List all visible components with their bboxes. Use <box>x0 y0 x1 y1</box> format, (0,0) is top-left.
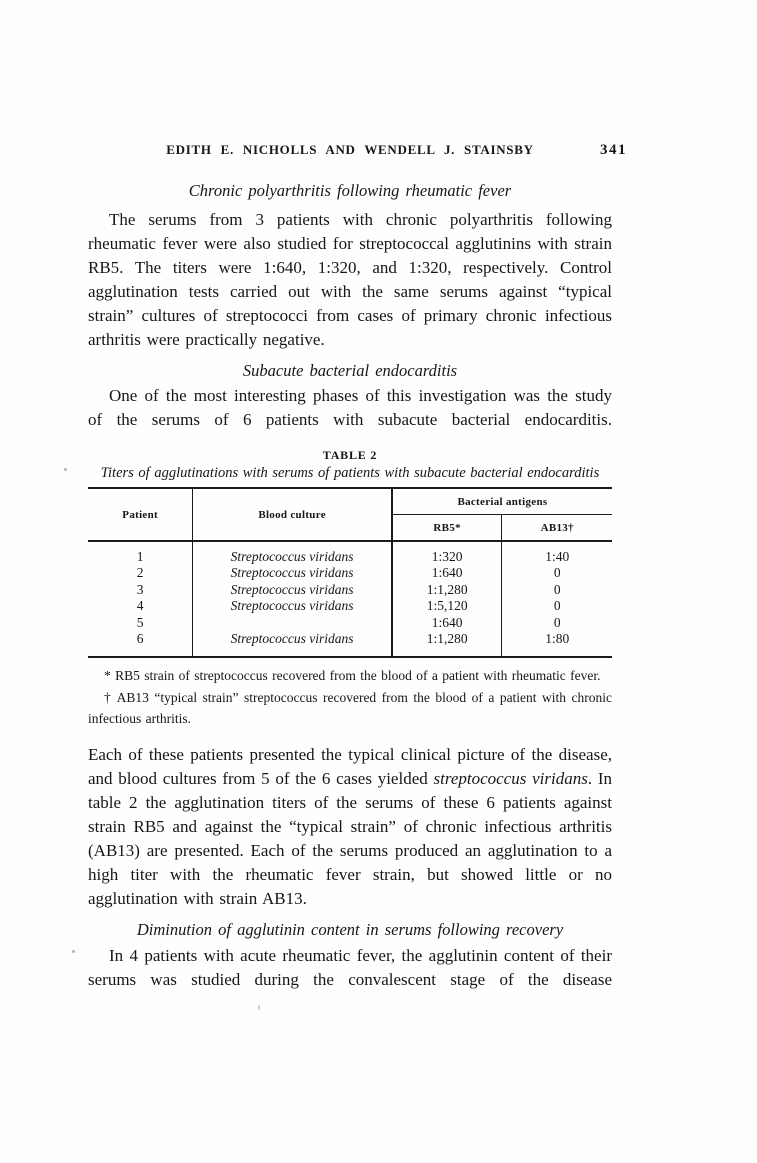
blood-culture-cell: Streptococcus viridans <box>193 582 392 598</box>
paragraph-diminution: In 4 patients with acute rheumatic fever, the agglutinin content of their serums was studied during the convalescent stage of the disease <box>88 945 612 989</box>
paragraph-chronic-polyarthritis: The serums from 3 patients with chronic polyarthritis following rheumatic fever were also studied for streptococcal agglutinins with strain RB5. The titers were 1:640, 1:320, and 1:320, respectively. Control agglutination tests carried out with the same serums against “typical strain” cultures of streptococci from cases of primary chronic infectious arthritis were practically negative. <box>88 210 612 349</box>
section-heading-diminution: Diminution of agglutinin content in serums following recovery <box>136 919 564 939</box>
column-header-patient: Patient <box>122 508 158 521</box>
patient-cell: 5 <box>136 614 144 630</box>
ab13-titer-cell: 1:40 <box>502 541 612 565</box>
section-heading-subacute-endocarditis: Subacute bacterial endocarditis <box>242 361 458 380</box>
rb5-titer-cell: 1:320 <box>392 541 502 565</box>
column-header-ab13: AB13† <box>502 515 612 542</box>
running-head-authors: EDITH E. NICHOLLS AND WENDELL J. STAINSBY <box>166 142 534 157</box>
table-row <box>88 541 612 565</box>
ab13-titer-cell: 0 <box>502 582 612 598</box>
paragraph-subacute-endocarditis: One of the most interesting phases of this investigation was the study of the serums of 6 patients with subacute bacterial endocarditis. <box>88 386 612 429</box>
table-footnotes <box>88 665 612 730</box>
scan-artifact <box>64 468 67 471</box>
patient-cell: 4 <box>136 598 144 614</box>
section-heading-chronic-polyarthritis: Chronic polyarthritis following rheumatic fever <box>188 181 512 200</box>
blood-culture-cell <box>193 615 392 631</box>
rb5-titer-cell: 1:640 <box>392 565 502 581</box>
table-row <box>88 582 612 598</box>
table-2-body <box>88 541 612 657</box>
patient-cell: 2 <box>136 565 144 581</box>
discussion-italic-species: streptococcus viridans <box>433 768 588 788</box>
discussion-text-part1: Each of these patients presented the typical clinical picture of the disease, and blood cultures from 5 of the 6 cases yielded <box>88 744 612 788</box>
blood-culture-cell: Streptococcus viridans <box>193 565 392 581</box>
column-group-header-bacterial-antigens: Bacterial antigens <box>392 488 612 515</box>
patient-cell: 3 <box>136 581 144 597</box>
paragraph-endocarditis-discussion <box>88 743 612 911</box>
patient-cell: 1 <box>136 549 144 564</box>
table-2-label: TABLE 2 <box>322 448 378 462</box>
rb5-titer-cell: 1:5,120 <box>392 598 502 614</box>
blood-culture-cell: Streptococcus viridans <box>193 631 392 657</box>
ab13-titer-cell: 0 <box>502 615 612 631</box>
footnote-ab13: † AB13 “typical strain” streptococcus recovered from the blood of a patient with chronic infectious arthritis. <box>88 689 612 727</box>
column-header-rb5: RB5* <box>392 515 502 542</box>
ab13-titer-cell: 0 <box>502 565 612 581</box>
discussion-text-part2: . In table 2 the agglutination titers of the serums of these 6 patients against strain RB5 and against the “typical strain” of chronic infectious arthritis (AB13) are presented. Each of the serums produced an agglutination to a high titer with the rheumatic fever strain, but showed little or no agglutination with strain AB13. <box>88 768 612 908</box>
scan-artifact <box>258 1005 260 1010</box>
column-header-blood-culture: Blood culture <box>193 488 392 541</box>
rb5-titer-cell: 1:640 <box>392 615 502 631</box>
footnote-rb5: * RB5 strain of streptococcus recovered from the blood of a patient with rheumatic fever. <box>104 668 601 684</box>
text-column <box>88 0 627 992</box>
running-head <box>88 142 627 158</box>
table-row <box>88 598 612 614</box>
table-row <box>88 615 612 631</box>
table-2-caption: Titers of agglutinations with serums of patients with subacute bacterial endocarditis <box>100 465 600 481</box>
blood-culture-cell: Streptococcus viridans <box>193 541 392 565</box>
rb5-titer-cell: 1:1,280 <box>392 582 502 598</box>
table-row <box>88 565 612 581</box>
ab13-titer-cell: 1:80 <box>502 631 612 657</box>
blood-culture-cell: Streptococcus viridans <box>193 598 392 614</box>
scan-artifact <box>72 950 75 953</box>
page-number: 341 <box>600 142 627 158</box>
table-2 <box>88 487 612 658</box>
table-row <box>88 631 612 657</box>
table-2-header <box>88 488 612 541</box>
ab13-titer-cell: 0 <box>502 598 612 614</box>
rb5-titer-cell: 1:1,280 <box>392 631 502 657</box>
patient-cell: 6 <box>136 631 144 647</box>
